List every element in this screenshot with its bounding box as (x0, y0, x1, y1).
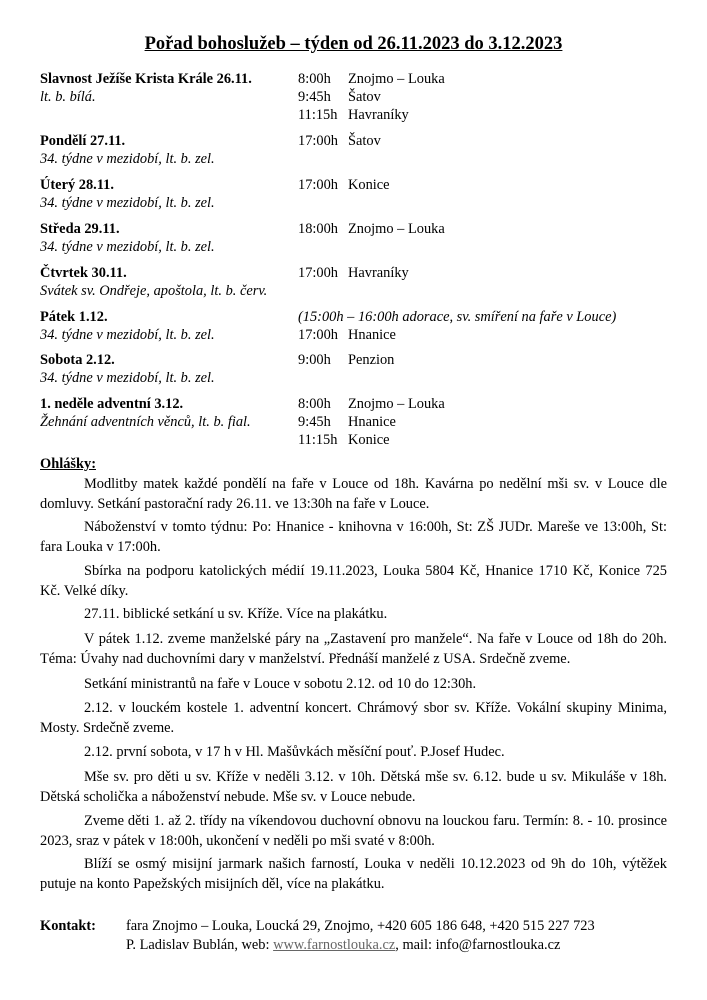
announcement (40, 698, 667, 738)
day-name: 1. neděle adventní 3.12. (40, 396, 184, 412)
contact-priest: P. Ladislav Bublán, web: (126, 937, 274, 953)
announcement (40, 474, 667, 514)
service-row (298, 326, 670, 344)
announcement-text: Sbírka na podporu katolických médií 19.11.2023, Louka 5804 Kč, Hnanice 1710 Kč, Konice 725 Kč. Velké díky. (40, 563, 667, 599)
service-time: 8:00h (298, 71, 331, 87)
announcement (40, 629, 667, 669)
service-time: 17:00h (298, 327, 338, 343)
day-name: Čtvrtek 30.11. (40, 265, 127, 281)
service-time: 9:45h (298, 89, 331, 105)
service-row (298, 88, 670, 106)
service-time: 11:15h (298, 432, 338, 448)
service-place: Penzion (348, 352, 395, 368)
contact-mail: , mail: info@farnostlouka.cz (395, 937, 561, 953)
announcement (40, 811, 667, 851)
service-row (298, 351, 670, 369)
announcement (40, 674, 667, 694)
service-time: 17:00h (298, 133, 338, 149)
service-row (298, 431, 670, 449)
announcement-text: Blíží se osmý misijní jarmark našich farností, Louka v neděli 10.12.2023 od 9h do 10h, výtěžek putuje na konto Papežských misijních děl, více na plakátku. (40, 856, 667, 892)
day-name: Pátek 1.12. (40, 309, 108, 325)
announcement (40, 767, 667, 807)
announcement (40, 517, 667, 557)
announcement-text: Náboženství v tomto týdnu: Po: Hnanice - knihovna v 16:00h, St: ZŠ JUDr. Mareše ve 13:00h, St: fara Louka v 17:00h. (40, 519, 667, 555)
day-name: Slavnost Ježíše Krista Krále 26.11. (40, 71, 252, 87)
service-time: 9:00h (298, 352, 331, 368)
service-place: Znojmo – Louka (348, 71, 445, 87)
day-name: Středa 29.11. (40, 221, 120, 237)
announcement-text: 2.12. první sobota, v 17 h v Hl. Mašůvkách měsíční pouť. P.Josef Hudec. (84, 744, 505, 760)
service-row (298, 413, 670, 431)
service-row (298, 132, 670, 150)
service-place: Hnanice (348, 414, 396, 430)
announcements-heading: Ohlášky: (40, 456, 96, 472)
announcement (40, 854, 667, 894)
day-subtitle: Svátek sv. Ondřeje, apoštola, lt. b. červ. (40, 283, 268, 299)
contact-priest-line (126, 936, 560, 955)
announcement-text: 2.12. v louckém kostele 1. adventní koncert. Chrámový sbor sv. Kříže. Vokální skupiny Minima, Mosty. Srdečně zveme. (40, 700, 667, 736)
announcement (40, 604, 667, 624)
day-subtitle: 34. týdne v mezidobí, lt. b. zel. (40, 239, 215, 255)
service-time: 17:00h (298, 177, 338, 193)
day-subtitle: 34. týdne v mezidobí, lt. b. zel. (40, 370, 215, 386)
announcement-text: 27.11. biblické setkání u sv. Kříže. Více na plakátku. (84, 606, 388, 622)
service-place: Hnanice (348, 327, 396, 343)
service-time: 8:00h (298, 396, 331, 412)
service-time: 11:15h (298, 107, 338, 123)
service-place: Šatov (348, 133, 381, 149)
contact-address: fara Znojmo – Louka, Loucká 29, Znojmo, +420 605 186 648, +420 515 227 723 (126, 918, 595, 934)
announcement-text: Modlitby matek každé pondělí na faře v Louce od 18h. Kavárna po nedělní mši sv. v Louce dle domluvy. Setkání pastorační rady 26.11. ve 13:30h na faře v Louce. (40, 476, 667, 512)
service-row (298, 395, 670, 413)
day-subtitle: 34. týdne v mezidobí, lt. b. zel. (40, 195, 215, 211)
service-time: 9:45h (298, 414, 331, 430)
day-name: Pondělí 27.11. (40, 133, 126, 149)
service-row (298, 176, 670, 194)
service-place: Znojmo – Louka (348, 396, 445, 412)
day-name: Úterý 28.11. (40, 177, 114, 193)
website-link[interactable]: www.farnostlouka.cz (273, 937, 396, 953)
day-subtitle: 34. týdne v mezidobí, lt. b. zel. (40, 151, 215, 167)
day-subtitle: lt. b. bílá. (40, 89, 96, 105)
service-place: Havraníky (348, 265, 409, 281)
service-place: Konice (348, 177, 390, 193)
announcement (40, 561, 667, 601)
service-place: Konice (348, 432, 390, 448)
announcement-text: Zveme děti 1. až 2. třídy na víkendovou duchovní obnovu na louckou faru. Termín: 8. - 10. prosince 2023, sraz v pátek v 18:00h, ukončení v neděli po mši svaté v 8:00h. (40, 813, 667, 849)
announcement (40, 742, 667, 762)
day-subtitle: 34. týdne v mezidobí, lt. b. zel. (40, 327, 215, 343)
service-place: Znojmo – Louka (348, 221, 445, 237)
announcement-text: V pátek 1.12. zveme manželské páry na „Zastavení pro manžele“. Na faře v Louce od 18h do 20h. Téma: Úvahy nad duchovními dary v manželství. Přednáší manželé z USA. Srdečně zveme. (40, 631, 667, 667)
service-row (298, 264, 670, 282)
day-note: (15:00h – 16:00h adorace, sv. smíření na faře v Louce) (298, 309, 617, 325)
service-place: Havraníky (348, 107, 409, 123)
service-row (298, 70, 670, 88)
service-time: 18:00h (298, 221, 338, 237)
service-time: 17:00h (298, 265, 338, 281)
page-title: Pořad bohoslužeb – týden od 26.11.2023 do 3.12.2023 (144, 34, 563, 54)
day-subtitle: Žehnání adventních věnců, lt. b. fial. (40, 414, 251, 430)
service-place: Šatov (348, 89, 381, 105)
service-row (298, 220, 670, 238)
announcement-text: Setkání ministrantů na faře v Louce v sobotu 2.12. od 10 do 12:30h. (84, 676, 477, 692)
day-name: Sobota 2.12. (40, 352, 115, 368)
service-row (298, 106, 670, 124)
contact-label: Kontakt: (40, 918, 96, 934)
announcement-text: Mše sv. pro děti u sv. Kříže v neděli 3.12. v 10h. Dětská mše sv. 6.12. bude u sv. Mikuláše v 18h. Dětská scholička a náboženství nebude. Mše sv. v Louce nebude. (40, 769, 667, 805)
